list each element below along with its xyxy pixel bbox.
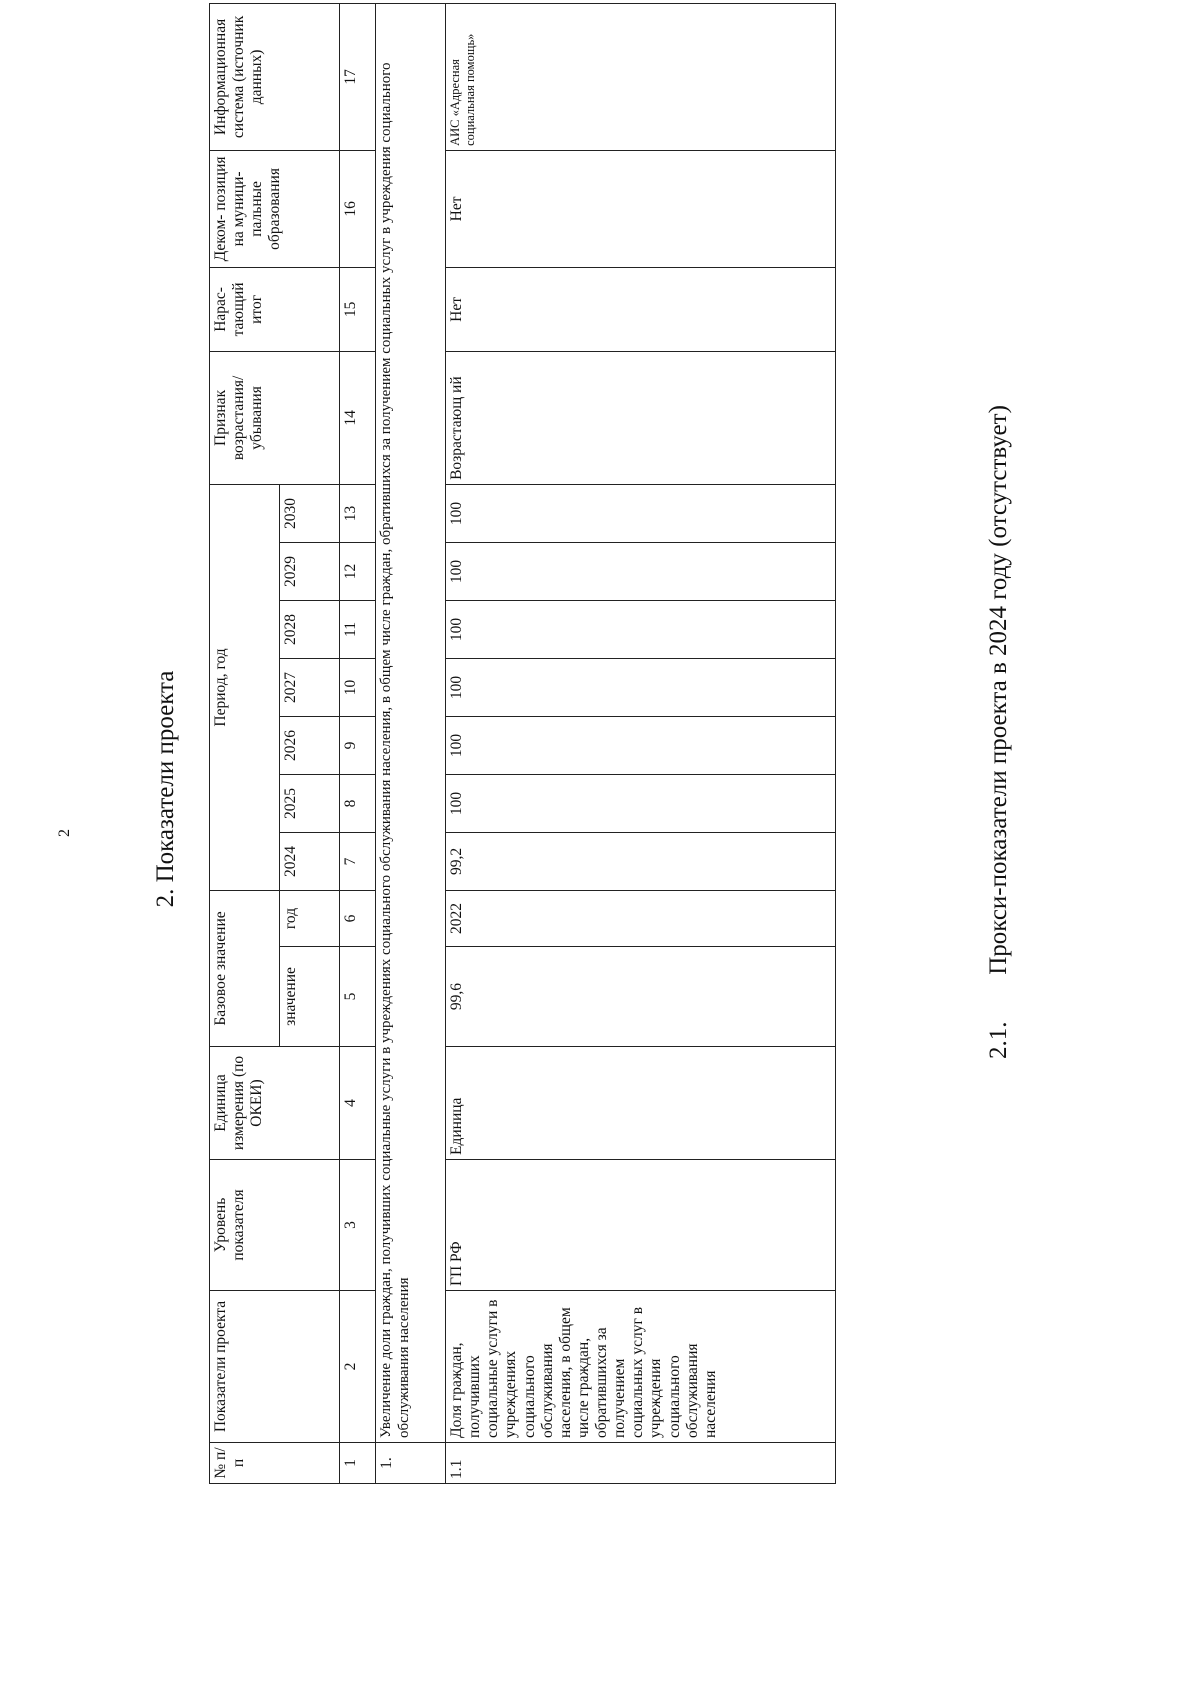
row-num: 1.1 [446,1443,836,1484]
goal-number: 1. [376,1443,446,1484]
row-value-2027: 100 [446,658,836,716]
section-title: 2. Показатели проекта [152,670,179,908]
column-number: 7 [340,832,376,890]
proxy-number: 2.1. [985,1021,1012,1059]
column-number: 16 [340,150,376,267]
column-number: 12 [340,542,376,600]
column-number: 5 [340,947,376,1047]
row-sign: Возрастающ ий [446,351,836,484]
table-row [446,3,836,1483]
header-decomposition: Деком- позиция на муници- пальные образования [210,150,340,267]
column-number: 11 [340,600,376,658]
row-cumulative: Нет [446,267,836,351]
column-number: 17 [340,3,376,150]
row-level: ГП РФ [446,1160,836,1291]
header-num: № п/п [210,1443,340,1484]
column-number: 2 [340,1291,376,1443]
header-year: 2024 [280,832,340,890]
row-base-value: 99,6 [446,947,836,1047]
row-decomposition: Нет [446,150,836,267]
header-year: 2026 [280,716,340,774]
column-numbers-row [340,3,376,1483]
row-value-2025: 100 [446,774,836,832]
page-number: 2 [56,829,73,837]
column-number: 15 [340,267,376,351]
column-number: 3 [340,1160,376,1291]
column-number: 8 [340,774,376,832]
row-value-2029: 100 [446,542,836,600]
proxy-title: Прокси-показатели проекта в 2024 году (отсутствует) [985,405,1012,975]
header-base-value: значение [280,947,340,1047]
column-number: 9 [340,716,376,774]
column-number: 1 [340,1443,376,1484]
row-unit: Единица [446,1047,836,1160]
column-number: 13 [340,484,376,542]
header-row-1 [210,3,280,1483]
header-year: 2027 [280,658,340,716]
row-value-2028: 100 [446,600,836,658]
header-base: Базовое значение [210,890,280,1046]
header-base-year: год [280,890,340,946]
column-number: 10 [340,658,376,716]
header-year: 2028 [280,600,340,658]
row-value-2030: 100 [446,484,836,542]
header-year: 2025 [280,774,340,832]
goal-text: Увеличение доли граждан, получивших социальные услуги в учреждениях социального обслуживания населения, в общем числе граждан, обратившихся за получением социальных услуг в учреждения социального обслуживания населения [376,3,446,1442]
header-sign: Признак возрастания/ убывания [210,351,340,484]
header-year: 2029 [280,542,340,600]
header-level: Уровень показателя [210,1160,340,1291]
row-indicator: Доля граждан, получивших социальные услуги в учреждениях социального обслуживания населения, в общем числе граждан, обратившихся за получением социальных услуг в учреждения социального обслуживания населения [446,1291,836,1443]
rotated-page-content [60,15,1140,1649]
header-unit: Единица измерения (по ОКЕИ) [210,1047,340,1160]
proxy-heading [985,299,1025,1059]
column-number: 6 [340,890,376,946]
header-cumulative: Нарас- тающий итог [210,267,340,351]
header-period: Период, год [210,484,280,890]
header-info-system: Информационная система (источник данных) [210,3,340,150]
row-base-year: 2022 [446,890,836,946]
row-value-2024: 99,2 [446,832,836,890]
row-value-2026: 100 [446,716,836,774]
column-number: 14 [340,351,376,484]
column-number: 4 [340,1047,376,1160]
goal-row [376,3,446,1483]
indicators-table [209,3,836,1484]
header-indicator: Показатели проекта [210,1291,340,1443]
row-info-system: АИС «Адресная социальная помощь» [446,3,836,150]
header-year: 2030 [280,484,340,542]
